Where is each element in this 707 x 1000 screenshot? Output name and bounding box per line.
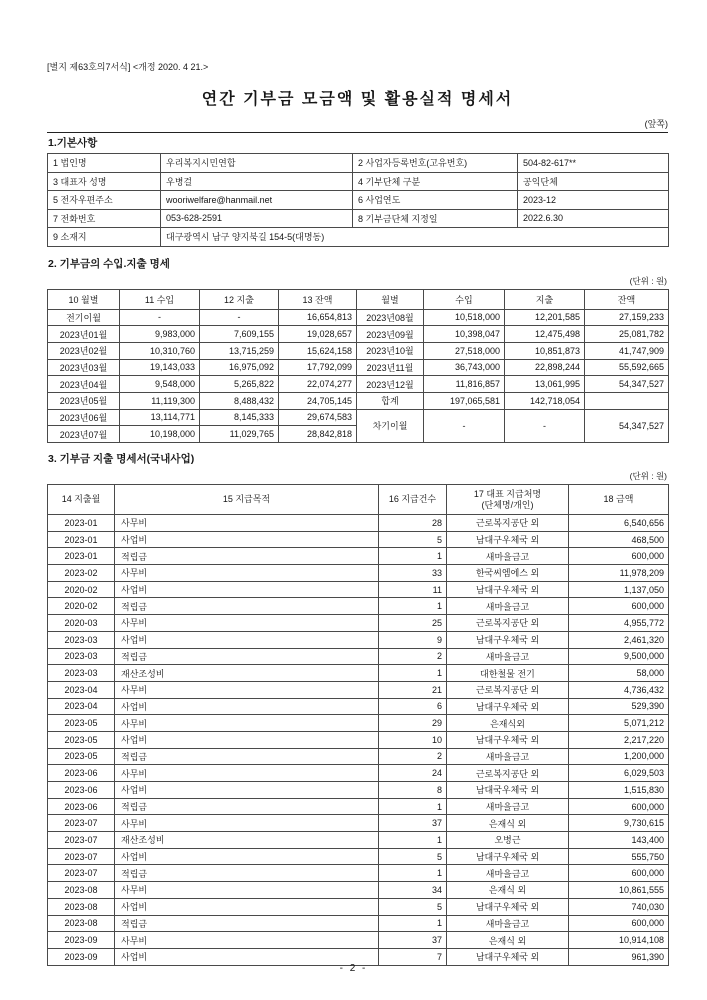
cell-income: 10,198,000 [120,426,200,443]
table-row [48,376,669,393]
cell-income: 9,548,000 [120,376,200,393]
cell-purpose: 사무비 [115,615,379,632]
cell-amount: 740,030 [569,898,669,915]
cell-count: 25 [379,615,447,632]
cell-payee: 새마을금고 [447,915,569,932]
table-row [48,898,669,915]
cell-expense: 10,851,873 [505,342,585,359]
table-row [48,748,669,765]
cell-count: 11 [379,581,447,598]
table-row [48,648,669,665]
cell-income: 19,143,033 [120,359,200,376]
expense-rows [48,515,669,966]
cell-expense-month: 2023-06 [48,782,115,799]
cell-count: 8 [379,782,447,799]
payee-header-line2: (단체명/개인) [481,499,534,510]
cell-payee: 은재식 외 [447,815,569,832]
cell-count: 24 [379,765,447,782]
donation-expense-table [47,484,669,966]
cell-amount: 1,515,830 [569,782,669,799]
cell-expense-month: 2023-07 [48,815,115,832]
cell-balance: 28,842,818 [279,426,357,443]
cell-income: 27,518,000 [424,342,505,359]
cell-expense-month: 2023-01 [48,531,115,548]
cell-amount: 555,750 [569,848,669,865]
cell-amount: 2,217,220 [569,731,669,748]
cell-count: 10 [379,731,447,748]
column-header: 14 지출월 [48,485,115,515]
cell-empty [585,392,669,409]
basic-info-table [47,153,669,247]
cell-expense-month: 2023-03 [48,648,115,665]
cell-expense-month: 2023-05 [48,731,115,748]
field-label: 1 법인명 [48,154,161,173]
field-value-address: 대구광역시 남구 양지북길 154-5(대명동) [161,228,669,247]
cell-count: 6 [379,698,447,715]
cell-count: 37 [379,932,447,949]
cell-income: 10,398,047 [424,326,505,343]
cell-month: 전기이월 [48,309,120,326]
cell-expense-month: 2023-04 [48,698,115,715]
cell-carryover-expense: - [505,409,585,442]
column-header: 지출 [505,289,585,309]
cell-payee: 새마을금고 [447,748,569,765]
cell-expense: 8,145,333 [200,409,279,426]
cell-count: 1 [379,665,447,682]
cell-carryover-balance: 54,347,527 [585,409,669,442]
column-header: 18 금액 [569,485,669,515]
table-row [48,715,669,732]
cell-purpose: 사무비 [115,932,379,949]
cell-count: 1 [379,915,447,932]
field-value: 2023-12 [518,191,669,210]
cell-purpose: 사무비 [115,681,379,698]
cell-expense-month: 2023-05 [48,748,115,765]
cell-purpose: 사업비 [115,782,379,799]
cell-purpose: 재산조성비 [115,832,379,849]
unit-label: (단위 : 원) [629,275,667,286]
field-label: 4 기부단체 구분 [353,172,518,191]
column-header: 12 지출 [200,289,279,309]
cell-count: 1 [379,548,447,565]
cell-month: 2023년03월 [48,359,120,376]
cell-expense: 16,975,092 [200,359,279,376]
cell-count: 2 [379,748,447,765]
cell-amount: 600,000 [569,598,669,615]
table-row [48,765,669,782]
table-row [48,531,669,548]
cell-month: 2023년05월 [48,392,120,409]
cell-payee: 은재식 외 [447,932,569,949]
cell-expense: 13,061,995 [505,376,585,393]
cell-payee: 새마을금고 [447,648,569,665]
cell-expense-month: 2023-09 [48,932,115,949]
cell-purpose: 사무비 [115,815,379,832]
cell-balance: 41,747,909 [585,342,669,359]
cell-month: 2023년09월 [357,326,424,343]
table-row [48,359,669,376]
cell-purpose: 사업비 [115,531,379,548]
cell-amount: 600,000 [569,548,669,565]
cell-expense-month: 2023-01 [48,548,115,565]
cell-income: - [120,309,200,326]
field-value: 우리복지시민연합 [161,154,353,173]
column-header: 잔액 [585,289,669,309]
cell-expense: 13,715,259 [200,342,279,359]
cell-payee: 남대구우체국 외 [447,581,569,598]
header-row [48,485,669,515]
table-row [48,191,669,210]
cell-balance: 55,592,665 [585,359,669,376]
cell-amount: 10,914,108 [569,932,669,949]
table-row [48,598,669,615]
table-row [48,581,669,598]
cell-count: 1 [379,798,447,815]
table-row [48,848,669,865]
field-label: 7 전화번호 [48,209,161,228]
table-row [48,798,669,815]
cell-purpose: 사업비 [115,948,379,965]
table-row [48,209,669,228]
cell-purpose: 사업비 [115,631,379,648]
cell-payee: 남대구우체국 외 [447,631,569,648]
cell-purpose: 사업비 [115,698,379,715]
cell-expense-month: 2023-08 [48,915,115,932]
cell-count: 9 [379,631,447,648]
table-row [48,865,669,882]
column-header: 수입 [424,289,505,309]
cell-expense: 12,475,498 [505,326,585,343]
field-value: 2022.6.30 [518,209,669,228]
cell-month: 2023년04월 [48,376,120,393]
cell-payee: 근로복지공단 외 [447,681,569,698]
table-row [48,326,669,343]
cell-expense-month: 2023-07 [48,832,115,849]
cell-month: 2023년11월 [357,359,424,376]
cell-balance: 16,654,813 [279,309,357,326]
cell-purpose: 사업비 [115,848,379,865]
cell-expense-month: 2023-06 [48,798,115,815]
cell-count: 34 [379,882,447,899]
cell-count: 21 [379,681,447,698]
cell-balance: 25,081,782 [585,326,669,343]
cell-amount: 600,000 [569,798,669,815]
field-value: 우병걸 [161,172,353,191]
cell-payee: 남대국우체국 외 [447,782,569,799]
cell-month: 2023년06월 [48,409,120,426]
cell-income: 13,114,771 [120,409,200,426]
cell-expense-month: 2023-03 [48,665,115,682]
cell-expense: 7,609,155 [200,326,279,343]
cell-expense-month: 2023-08 [48,882,115,899]
page-side-label: (앞쪽) [644,119,668,129]
document-title: 연간 기부금 모금액 및 활용실적 명세서 [201,91,514,108]
column-header-payee [447,485,569,515]
cell-balance: 29,674,583 [279,409,357,426]
cell-income: 9,983,000 [120,326,200,343]
cell-expense: - [200,309,279,326]
cell-month: 2023년02월 [48,342,120,359]
cell-count: 1 [379,865,447,882]
cell-purpose: 적립금 [115,548,379,565]
cell-payee: 남대구우체국 외 [447,698,569,715]
cell-payee: 은재식외 [447,715,569,732]
cell-expense: 8,488,432 [200,392,279,409]
cell-purpose: 적립금 [115,798,379,815]
cell-amount: 143,400 [569,832,669,849]
cell-amount: 10,861,555 [569,882,669,899]
section1-title: 1.기본사항 [48,137,98,149]
table-row [48,932,669,949]
column-header: 11 수입 [120,289,200,309]
table-row [48,228,669,247]
cell-balance: 24,705,145 [279,392,357,409]
column-header: 월별 [357,289,424,309]
field-label: 8 기부금단체 지정일 [353,209,518,228]
cell-payee: 남대구우체국 외 [447,898,569,915]
cell-expense: 11,029,765 [200,426,279,443]
cell-purpose: 적립금 [115,748,379,765]
cell-month: 2023년10월 [357,342,424,359]
form-reference: [별지 제63호의7서식] <개정 2020. 4 21.> [47,62,209,72]
cell-expense-month: 2023-06 [48,765,115,782]
header-row [48,289,669,309]
cell-payee: 근로복지공단 외 [447,765,569,782]
cell-payee: 남대구우체국 외 [447,731,569,748]
cell-payee: 새마을금고 [447,865,569,882]
cell-count: 5 [379,531,447,548]
table-row [48,392,669,409]
cell-expense-month: 2023-05 [48,715,115,732]
cell-payee: 새마을금고 [447,548,569,565]
field-value: wooriwelfare@hanmail.net [161,191,353,210]
cell-payee: 대한철물 전기 [447,665,569,682]
cell-count: 1 [379,832,447,849]
cell-expense-month: 2023-03 [48,631,115,648]
cell-expense-month: 2023-07 [48,865,115,882]
carryover-label: 차기이월 [357,409,424,442]
table-row [48,172,669,191]
cell-month: 2023년07월 [48,426,120,443]
field-label: 6 사업연도 [353,191,518,210]
column-header: 15 지급목적 [115,485,379,515]
cell-payee: 은재식 외 [447,882,569,899]
cell-expense-month: 2023-07 [48,848,115,865]
cell-carryover-income: - [424,409,505,442]
cell-balance: 19,028,657 [279,326,357,343]
cell-amount: 4,736,432 [569,681,669,698]
table-row [48,154,669,173]
field-label-address: 9 소재지 [48,228,161,247]
table-row [48,565,669,582]
cell-amount: 1,200,000 [569,748,669,765]
section-basic-info [47,132,668,247]
field-label: 2 사업자등록번호(고유번호) [353,154,518,173]
cell-amount: 6,540,656 [569,515,669,532]
cell-count: 5 [379,848,447,865]
cell-balance: 54,347,527 [585,376,669,393]
cell-expense-month: 2023-01 [48,515,115,532]
cell-month: 2023년01월 [48,326,120,343]
cell-expense-month: 2023-08 [48,898,115,915]
cell-payee: 남대구우체국 외 [447,948,569,965]
cell-amount: 2,461,320 [569,631,669,648]
cell-month: 2023년08월 [357,309,424,326]
field-label: 3 대표자 성명 [48,172,161,191]
cell-balance: 15,624,158 [279,342,357,359]
cell-payee: 남대구우체국 외 [447,531,569,548]
cell-amount: 961,390 [569,948,669,965]
cell-income: 36,743,000 [424,359,505,376]
table-row [48,698,669,715]
cell-expense-month: 2023-09 [48,948,115,965]
cell-income: 11,816,857 [424,376,505,393]
column-header: 10 월별 [48,289,120,309]
cell-amount: 600,000 [569,915,669,932]
cell-expense: 5,265,822 [200,376,279,393]
cell-payee: 오병근 [447,832,569,849]
cell-amount: 529,390 [569,698,669,715]
cell-payee: 한국씨엠에스 외 [447,565,569,582]
section-income-expense [47,254,668,444]
table-row [48,309,669,326]
page-number: - 2 - [339,963,368,974]
total-row-label: 합계 [357,392,424,409]
cell-amount: 4,955,772 [569,615,669,632]
cell-payee: 근로복지공단 외 [447,515,569,532]
cell-payee: 새마을금고 [447,598,569,615]
cell-amount: 58,000 [569,665,669,682]
table-row [48,882,669,899]
table-row [48,681,669,698]
cell-income: 10,310,760 [120,342,200,359]
cell-amount: 1,137,050 [569,581,669,598]
cell-balance: 22,074,277 [279,376,357,393]
cell-purpose: 적립금 [115,865,379,882]
table-row [48,515,669,532]
column-header: 16 지급건수 [379,485,447,515]
section-expense-detail [47,449,668,966]
cell-count: 1 [379,598,447,615]
unit-label: (단위 : 원) [629,471,667,481]
table-row [48,731,669,748]
table-row [48,915,669,932]
cell-expense-month: 2020-03 [48,615,115,632]
cell-payee: 근로복지공단 외 [447,615,569,632]
cell-count: 37 [379,815,447,832]
field-value: 공익단체 [518,172,669,191]
cell-purpose: 사무비 [115,882,379,899]
cell-purpose: 사무비 [115,515,379,532]
table-row [48,548,669,565]
cell-amount: 5,071,212 [569,715,669,732]
column-header: 13 잔액 [279,289,357,309]
cell-count: 5 [379,898,447,915]
cell-amount: 468,500 [569,531,669,548]
cell-purpose: 사무비 [115,565,379,582]
cell-payee: 새마을금고 [447,798,569,815]
cell-purpose: 사업비 [115,581,379,598]
table-row [48,342,669,359]
table-row [48,815,669,832]
field-label: 5 전자우편주소 [48,191,161,210]
cell-amount: 600,000 [569,865,669,882]
table-row [48,832,669,849]
cell-expense: 22,898,244 [505,359,585,376]
cell-count: 2 [379,648,447,665]
cell-total-expense: 142,718,054 [505,392,585,409]
cell-purpose: 재산조성비 [115,665,379,682]
cell-count: 33 [379,565,447,582]
table-row [48,631,669,648]
cell-balance: 27,159,233 [585,309,669,326]
cell-purpose: 사업비 [115,731,379,748]
cell-purpose: 적립금 [115,648,379,665]
cell-income: 10,518,000 [424,309,505,326]
section3-title: 3. 기부금 지출 명세서(국내사업) [48,453,195,465]
table-row [48,782,669,799]
cell-expense-month: 2023-02 [48,565,115,582]
cell-purpose: 적립금 [115,915,379,932]
cell-amount: 11,978,209 [569,565,669,582]
cell-balance: 17,792,099 [279,359,357,376]
cell-payee: 남대구우체국 외 [447,848,569,865]
field-value: 053-628-2591 [161,209,353,228]
cell-amount: 9,730,615 [569,815,669,832]
cell-month: 2023년12월 [357,376,424,393]
table-row [48,665,669,682]
cell-expense-month: 2020-02 [48,598,115,615]
cell-total-income: 197,065,581 [424,392,505,409]
cell-count: 28 [379,515,447,532]
field-value: 504-82-617** [518,154,669,173]
cell-count: 29 [379,715,447,732]
section2-title: 2. 기부금의 수입.지출 명세 [48,257,170,270]
cell-income: 11,119,300 [120,392,200,409]
cell-expense-month: 2023-04 [48,681,115,698]
income-expense-table [47,289,669,444]
cell-purpose: 적립금 [115,598,379,615]
cell-purpose: 사무비 [115,715,379,732]
cell-amount: 9,500,000 [569,648,669,665]
payee-header-line1: 17 대표 지급처명 [473,489,542,500]
table-row [48,615,669,632]
table-row [48,409,669,426]
cell-purpose: 사업비 [115,898,379,915]
cell-purpose: 사무비 [115,765,379,782]
cell-expense-month: 2020-02 [48,581,115,598]
cell-amount: 6,029,503 [569,765,669,782]
cell-expense: 12,201,585 [505,309,585,326]
cell-count: 7 [379,948,447,965]
